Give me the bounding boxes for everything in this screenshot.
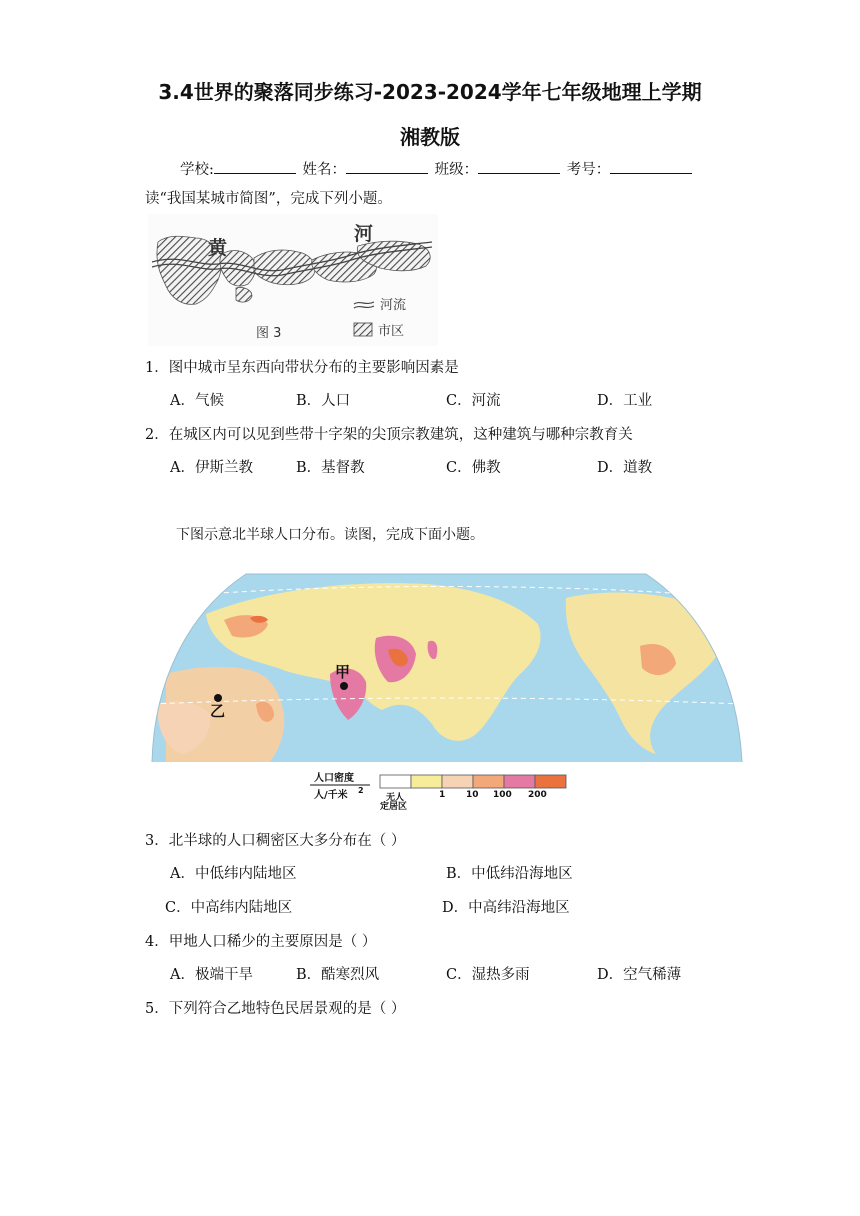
legend-title-bottom: 人/千米 <box>314 790 348 801</box>
legend-title-sup: 2 <box>358 786 364 795</box>
question-3-number: 3． <box>145 833 169 849</box>
legend-swatch-1 <box>380 775 411 788</box>
exam-number-label: 考号： <box>566 162 611 178</box>
question-2-option-c[interactable]: C．佛教 <box>446 460 501 476</box>
question-2-option-a[interactable]: A．伊斯兰教 <box>170 460 253 476</box>
river-name-char-2: 河 <box>354 223 374 245</box>
question-4-text: 甲地人口稀少的主要原因是（ ） <box>168 934 377 950</box>
section1-intro: 读“我国某城市简图”，完成下列小题。 <box>145 191 392 207</box>
name-blank <box>346 161 428 174</box>
exam-number-blank <box>610 161 692 174</box>
question-5 <box>145 997 405 1018</box>
legend-tick-200: 200 <box>528 790 547 800</box>
school-label: 学校: <box>180 162 214 178</box>
question-3-option-b[interactable]: B．中低纬沿海地区 <box>446 866 573 882</box>
location-yi-label: 乙 <box>210 702 226 720</box>
question-3 <box>145 829 405 850</box>
legend-title-top: 人口密度 <box>314 773 354 784</box>
legend-swatch-4 <box>473 775 504 788</box>
legend-uninhabited-line-1: 无人 <box>386 793 405 803</box>
figure-caption: 图 3 <box>256 326 282 341</box>
document-title-line-1: 3.4世界的聚落同步练习-2023-2024学年七年级地理上学期 <box>158 80 702 104</box>
student-info-row <box>180 158 694 179</box>
question-2-number: 2． <box>145 427 169 443</box>
question-1-option-c[interactable]: C．河流 <box>446 393 501 409</box>
location-jia-label: 甲 <box>335 663 351 681</box>
legend-tick-10: 10 <box>466 790 479 800</box>
question-1-option-a[interactable]: A．气候 <box>170 393 224 409</box>
question-4 <box>145 930 376 951</box>
legend-tick-1: 1 <box>439 790 446 800</box>
class-blank <box>478 161 560 174</box>
population-density-legend <box>306 771 576 811</box>
question-2 <box>145 423 633 444</box>
location-jia-marker <box>340 682 348 690</box>
question-3-text: 北半球的人口稠密区大多分布在（ ） <box>168 833 406 849</box>
school-blank <box>214 161 296 174</box>
legend-uninhabited-line-2: 定居区 <box>380 802 408 811</box>
location-yi-marker <box>214 694 222 702</box>
question-4-number: 4． <box>145 934 169 950</box>
legend-city-label: 市区 <box>378 324 405 339</box>
legend-swatch-2 <box>411 775 442 788</box>
question-2-option-d[interactable]: D．道教 <box>597 460 653 476</box>
question-1-number: 1． <box>145 360 169 376</box>
city-sketch-figure <box>148 214 438 346</box>
legend-swatch-6 <box>535 775 566 788</box>
legend-swatches <box>380 775 566 788</box>
question-2-option-b[interactable]: B．基督教 <box>296 460 365 476</box>
section2-intro: 下图示意北半球人口分布。读图，完成下面小题。 <box>176 527 484 543</box>
legend-tick-100: 100 <box>493 790 512 800</box>
legend-swatch-5 <box>504 775 535 788</box>
legend-river-label: 河流 <box>380 298 407 313</box>
name-label: 姓名： <box>302 162 346 178</box>
question-4-option-b[interactable]: B．酷寒烈风 <box>296 967 380 983</box>
question-3-option-d[interactable]: D．中高纬沿海地区 <box>442 900 570 916</box>
question-4-option-d[interactable]: D．空气稀薄 <box>597 967 682 983</box>
question-3-option-a[interactable]: A．中低纬内陆地区 <box>170 866 297 882</box>
class-label: 班级： <box>434 162 479 178</box>
legend-swatch-3 <box>442 775 473 788</box>
question-2-text: 在城区内可以见到些带十字架的尖顶宗教建筑，这种建筑与哪种宗教育关 <box>168 427 633 443</box>
population-distribution-map <box>146 554 746 766</box>
landmass-greenland <box>706 574 742 607</box>
question-4-option-c[interactable]: C．湿热多雨 <box>446 967 530 983</box>
question-1-option-d[interactable]: D．工业 <box>597 393 653 409</box>
question-1-text: 图中城市呈东西向带状分布的主要影响因素是 <box>168 360 459 376</box>
question-3-option-c[interactable]: C．中高纬内陆地区 <box>165 900 293 916</box>
question-1-option-b[interactable]: B．人口 <box>296 393 351 409</box>
legend-city-symbol <box>354 323 372 336</box>
question-5-text: 下列符合乙地特色民居景观的是（ ） <box>168 1001 406 1017</box>
river-name-char-1: 黄 <box>208 237 228 259</box>
question-4-option-a[interactable]: A．极端干旱 <box>170 967 253 983</box>
question-5-number: 5． <box>145 1001 169 1017</box>
question-1 <box>145 356 459 377</box>
document-title-line-2: 湘教版 <box>400 125 460 149</box>
